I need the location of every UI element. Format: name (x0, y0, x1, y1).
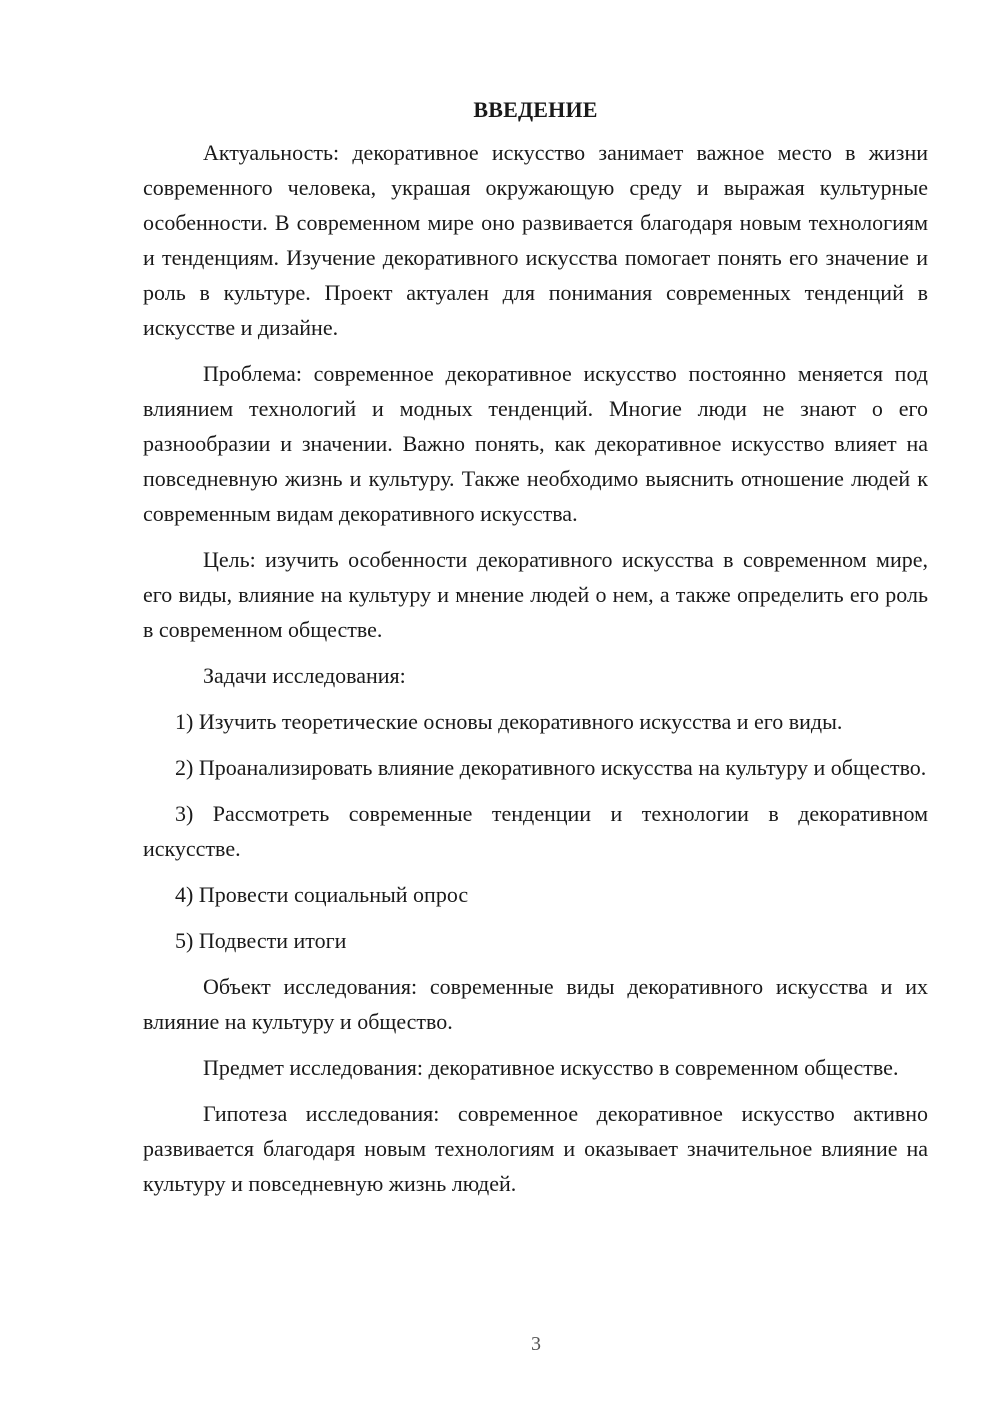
page-number: 3 (531, 1333, 541, 1355)
page-title: ВВЕДЕНИЕ (473, 97, 598, 122)
task-item-3: 3) Рассмотреть современные тенденции и технологии в декоративном искусстве. (143, 801, 928, 861)
tasks-heading: Задачи исследования: (203, 663, 406, 688)
task-item-4: 4) Провести социальный опрос (175, 882, 469, 907)
problem-paragraph: Проблема: современное декоративное искусство постоянно меняется под влиянием технологий и модных тенденций. Многие люди не знают о его разнообразии и значении. Важно понять, как декоративное искусство влияет на повседневную жизнь и культуру. Также необходимо выяснить отношение людей к современным видам декоративного искусства. (143, 361, 928, 526)
task-item-2: 2) Проанализировать влияние декоративного искусства на культуру и общество. (175, 755, 927, 780)
hypothesis-paragraph: Гипотеза исследования: современное декоративное искусство активно развивается благодаря новым технологиям и оказывает значительное влияние на культуру и повседневную жизнь людей. (143, 1101, 928, 1196)
task-item-5: 5) Подвести итоги (175, 928, 347, 953)
object-paragraph: Объект исследования: современные виды декоративного искусства и их влияние на культуру и общество. (143, 974, 928, 1034)
document-page (143, 95, 928, 1212)
goal-paragraph: Цель: изучить особенности декоративного искусства в современном мире, его виды, влияние на культуру и мнение людей о нем, а также определить его роль в современном обществе. (143, 547, 928, 642)
relevance-paragraph: Актуальность: декоративное искусство занимает важное место в жизни современного человека, украшая окружающую среду и выражая культурные особенности. В современном мире оно развивается благодаря новым технологиям и тенденциям. Изучение декоративного искусства помогает понять его значение и роль в культуре. Проект актуален для понимания современных тенденций в искусстве и дизайне. (143, 140, 928, 340)
task-item-1: 1) Изучить теоретические основы декоративного искусства и его виды. (175, 709, 843, 734)
subject-paragraph: Предмет исследования: декоративное искусство в современном обществе. (203, 1055, 899, 1080)
